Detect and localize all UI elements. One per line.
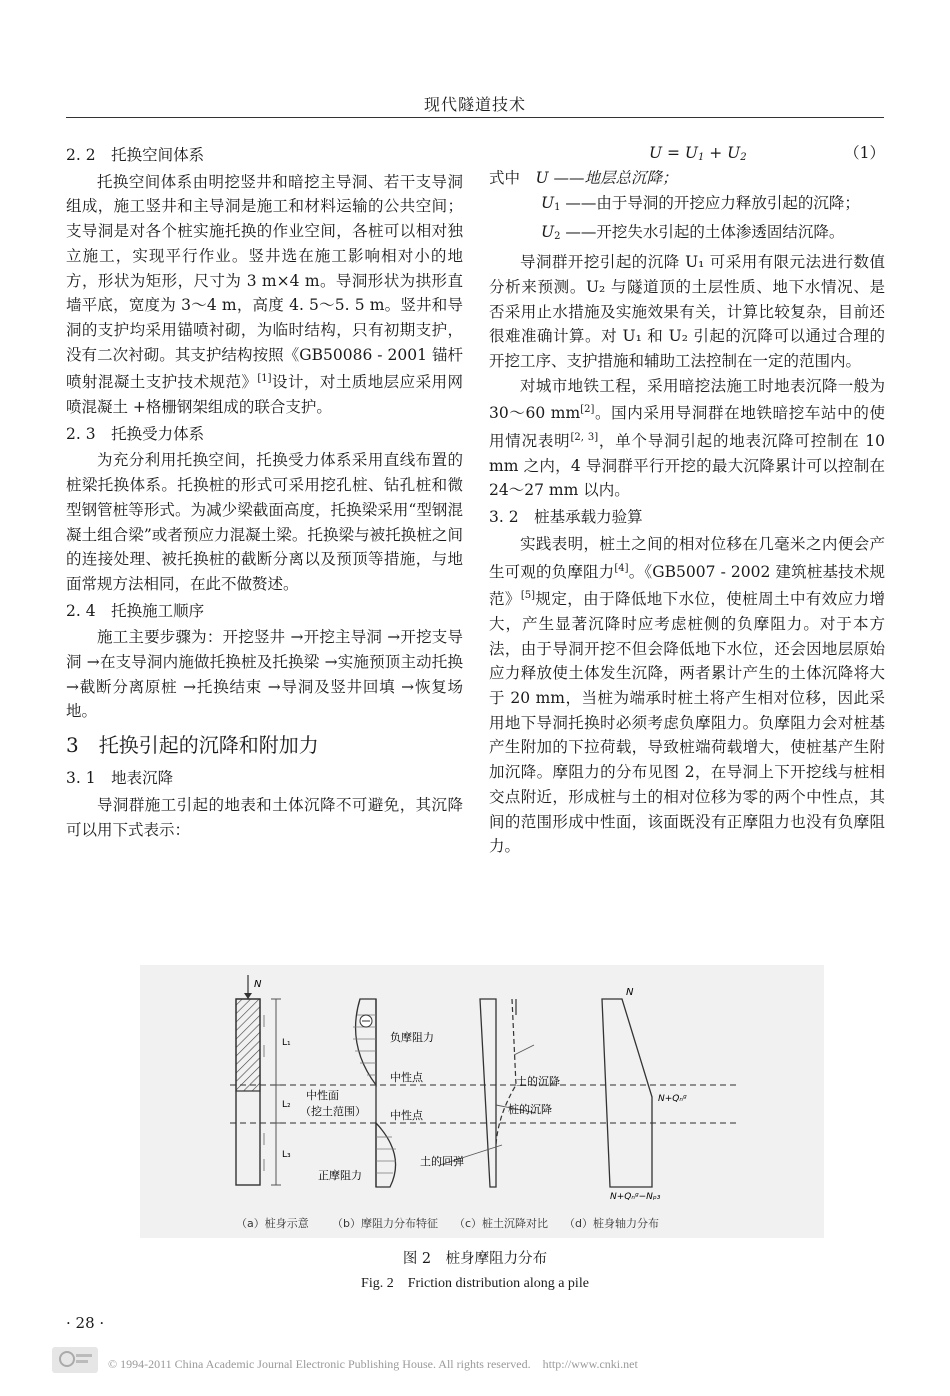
section-3-1-title: 3. 1 地表沉降 [66, 769, 174, 788]
panel-d [602, 987, 687, 1202]
neutral-point-label-upper: 中性点 [390, 1071, 423, 1084]
negative-friction-area [356, 999, 376, 1085]
subcaption-a: （a）桩身示意 [236, 1217, 309, 1230]
excavation-range-label: （挖土范围） [300, 1105, 366, 1118]
right-column [489, 141, 885, 859]
paragraph: 对城市地铁工程，采用暗挖法施工时地表沉降一般为 30～60 mm[2]。国内采用导洞群在地铁暗挖车站中的使用情况表明[2, 3]，单个导洞引起的地表沉降可控制在 10 mm 之内，4 导洞群平行开挖的最大沉降累计可以控制在 24～27 mm 以内。 [489, 376, 885, 500]
copyright-footer: © 1994-2011 China Academic Journal Electronic Publishing House. All rights reserved. http://www.cnki.net [108, 1357, 638, 1371]
running-header: 现代隧道技术 [423, 95, 526, 114]
equation-1: $U = U_1 + U_2$ （1） [489, 141, 885, 166]
length-l3-label: L₃ [282, 1150, 291, 1160]
positive-friction-area [376, 1123, 396, 1187]
length-l2-label: L₂ [282, 1100, 291, 1110]
citation[interactable]: [2] [580, 404, 595, 416]
paragraph: 导洞群施工引起的地表和土体沉降不可避免，其沉降可以用下式表示： [66, 795, 463, 839]
positive-friction-label: 正摩阻力 [318, 1169, 362, 1182]
header-rule [66, 117, 884, 118]
section-3-title: 3 托换引起的沉降和附加力 [66, 733, 319, 758]
subcaption-c: （c）桩土沉降对比 [454, 1217, 549, 1230]
section-2-2-title: 2. 2 托换空间体系 [66, 146, 205, 164]
pile-settlement-label: 桩的沉降 [508, 1103, 552, 1116]
pile-friction-diagram [140, 965, 824, 1238]
section-2-3-title: 2. 3 托换受力体系 [66, 424, 205, 443]
paragraph: 施工主要步骤为：开挖竖井 →开挖主导洞 →开挖支导洞 →在支导洞内施做托换桩及托换梁 →实施预顶主动托换 →截断分离原桩 →托换结束 →导洞及竖井回填 →恢复场地。 [66, 628, 463, 721]
negative-friction-label: 负摩阻力 [390, 1031, 434, 1044]
paragraph: 为充分利用托换空间，托换受力体系采用直线布置的桩梁托换体系。托换桩的形式可采用挖孔桩、钻孔桩和微型钢管桩等形式。为减少梁截面高度，托换梁采用“型钢混凝土组合梁”或者预应力混凝土梁。托换梁与被托换桩之间的连接处理、被托换桩的截断分离以及预顶等措施，与地面常规方法相同，在此不做赘述。 [66, 451, 463, 593]
neutral-point-label-lower: 中性点 [390, 1109, 423, 1122]
figure-caption-en: Fig. 2 Friction distribution along a pile [361, 1276, 589, 1291]
neutral-plane-label: 中性面 [306, 1089, 339, 1102]
citation[interactable]: [2, 3] [570, 432, 599, 444]
length-l1-label: L₁ [282, 1038, 291, 1048]
page-number: · 28 · [66, 1314, 105, 1332]
section-2-4-title: 2. 4 托换施工顺序 [66, 601, 205, 620]
paragraph: 导洞群开挖引起的沉降 U₁ 可采用有限元法进行数值分析来预测。U₂ 与隧道顶的土层性质、地下水情况、是否采用止水措施及实施效果有关，计算比较复杂，目前还很难准确计算。对 U₁ 和 U₂ 引起的沉降可以通过合理的开挖工序、支护措施和辅助工法控制在一定的范围内。 [489, 253, 885, 370]
citation[interactable]: [4] [614, 562, 629, 574]
paragraph: 托换空间体系由明挖竖井和暗挖主导洞、若干支导洞组成，施工竖井和主导洞是施工和材料运输的公共空间；支导洞是对各个桩实施托换的作业空间，各桩可以相对独立施工，实现平行作业。竖井选在施工影响相对小的地方，形状为矩形，尺寸为 3 m×4 m。导洞形状为拱形直墙平底，宽度为 3～4 m，高度 4. 5～5. 5 m。竖井和导洞的支护均采用锚喷衬砌，为临时结构，只有初期支护，没有二次衬砌。其支护结构按照《GB50086 - 2001 锚杆喷射混凝土支护技术规范》[1]设计，对土质地层应采用网喷混凝土 +格栅钢架组成的联合支护。 [66, 172, 463, 417]
soil-hatch-upper [236, 999, 260, 1091]
figure-2 [140, 965, 824, 1238]
axial-tip-label: N+Qₙᵍ−Nₚ₃ [610, 1192, 661, 1202]
soil-settlement-label: 土的沉降 [516, 1075, 560, 1088]
pile-settlement-curve [480, 999, 496, 1187]
citation[interactable]: [5] [520, 590, 535, 602]
section-3-2-title: 3. 2 桩基承载力验算 [489, 508, 643, 527]
citation[interactable]: [1] [257, 373, 272, 385]
left-column [66, 141, 463, 842]
axial-top-label: N [626, 987, 634, 998]
subcaption-b: （b）摩阻力分布特征 [332, 1217, 438, 1230]
subcaption-d: （d）桩身轴力分布 [564, 1217, 659, 1230]
equation-number: （1） [844, 144, 885, 162]
axial-force-profile [602, 999, 652, 1187]
symbol-definitions: 式中 U ——地层总沉降； $U_1$ ——由于导洞的开挖应力释放引起的沉降； $U_2$ ——开挖失水引起的土体渗透固结沉降。 [489, 169, 860, 243]
soil-rebound-label: 土的回弹 [420, 1155, 464, 1168]
panel-b [300, 999, 434, 1187]
panel-a [236, 975, 291, 1185]
cnki-logo-icon [52, 1347, 98, 1373]
axial-load-label: N [254, 979, 262, 990]
paragraph: 实践表明，桩土之间的相对位移在几毫米之内便会产生可观的负摩阻力[4]。《GB5007 - 2002 建筑桩基技术规范》[5]规定，由于降低地下水位，使桩周土中有效应力增大，产生显著沉降时应考虑桩侧的负摩阻力。对于本方法，由于导洞开挖不但会降低地下水位，还会因地层原始应力释放使土体发生沉降，两者累计产生的土体沉降将大于 20 mm，当桩为端承时桩土将产生相对位移，因此采用地下导洞托换时必须考虑负摩阻力。负摩阻力会对桩基产生附加的下拉荷载，导致桩端荷载增大，使桩基产生附加沉降。摩阻力的分布见图 2，在导洞上下开挖线与桩相交点附近，形成桩与土的相对位移为零的两个中性点，其间的范围形成中性面，该面既没有正摩阻力也没有负摩阻力。 [489, 534, 885, 856]
panel-c [420, 999, 560, 1187]
figure-caption-cn: 图 2 桩身摩阻力分布 [402, 1251, 548, 1267]
axial-max-label: N+Qₙᵍ [658, 1094, 687, 1104]
